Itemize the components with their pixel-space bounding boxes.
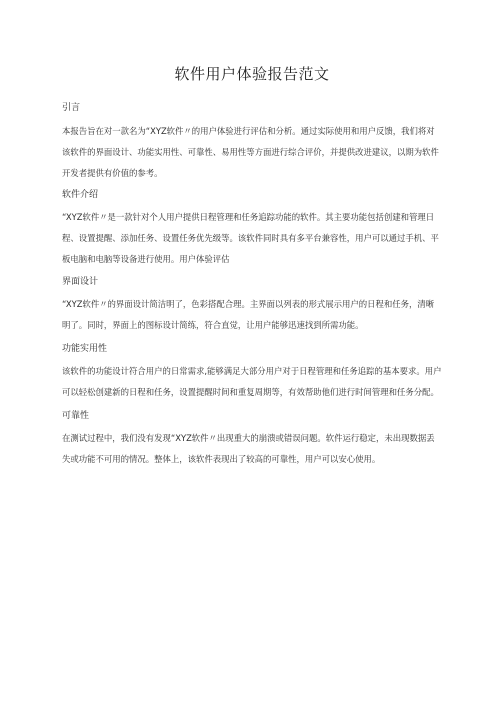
section-body-functionality: 该软件的功能设计符合用户的日常需求,能够满足大部分用户对于日程管理和任务追踪的基本要求。用户可以轻松创建新的日程和任务，设置提醒时间和重复周期等，有效帮助他们进行时间管理和任务分配。 xyxy=(62,366,442,397)
section-heading-reliability: 可靠性 xyxy=(62,411,90,421)
section-heading-software-intro: 软件介绍 xyxy=(62,190,99,200)
section-body-interface-design: “XYZ软件〃的界面设计简洁明了，色彩搭配合理。主界面以列表的形式展示用户的日程和任务，清晰明了。同时，界面上的图标设计简练，符合直觉，让用户能够迅速找到所需功能。 xyxy=(62,299,435,330)
section-body-software-intro: “XYZ软件〃是一款针对个人用户提供日程管理和任务追踪功能的软件。其主要功能包括创建和管理日程、设置提醒、添加任务、设置任务优先级等。该软件同时具有多平台兼容性，用户可以通过手机、平板电脑和电脑等设备进行使用。用户体验评估 xyxy=(62,212,439,264)
section-heading-interface-design: 界面设计 xyxy=(62,277,99,287)
section-heading-functionality: 功能实用性 xyxy=(62,344,108,354)
section-heading-intro: 引言 xyxy=(62,103,81,113)
section-body-intro: 本报告旨在对一款名为“XYZ软件〃的用户体验进行评估和分析。通过实际使用和用户反馈，我们将对该软件的界面设计、功能实用性、可靠性、易用性等方面进行综合评价，并提供改进建议，以期为软件开发者提供有价值的参考。 xyxy=(62,126,439,178)
section-body-reliability: 在测试过程中，我们没有发现“XYZ软件〃出现重大的崩溃或错误问题。软件运行稳定，未出现数据丢失或功能不可用的情况。整体上，该软件表现出了较高的可靠性，用户可以安心使用。 xyxy=(62,433,435,464)
document-title: 软件用户体验报告范文 xyxy=(174,65,330,83)
